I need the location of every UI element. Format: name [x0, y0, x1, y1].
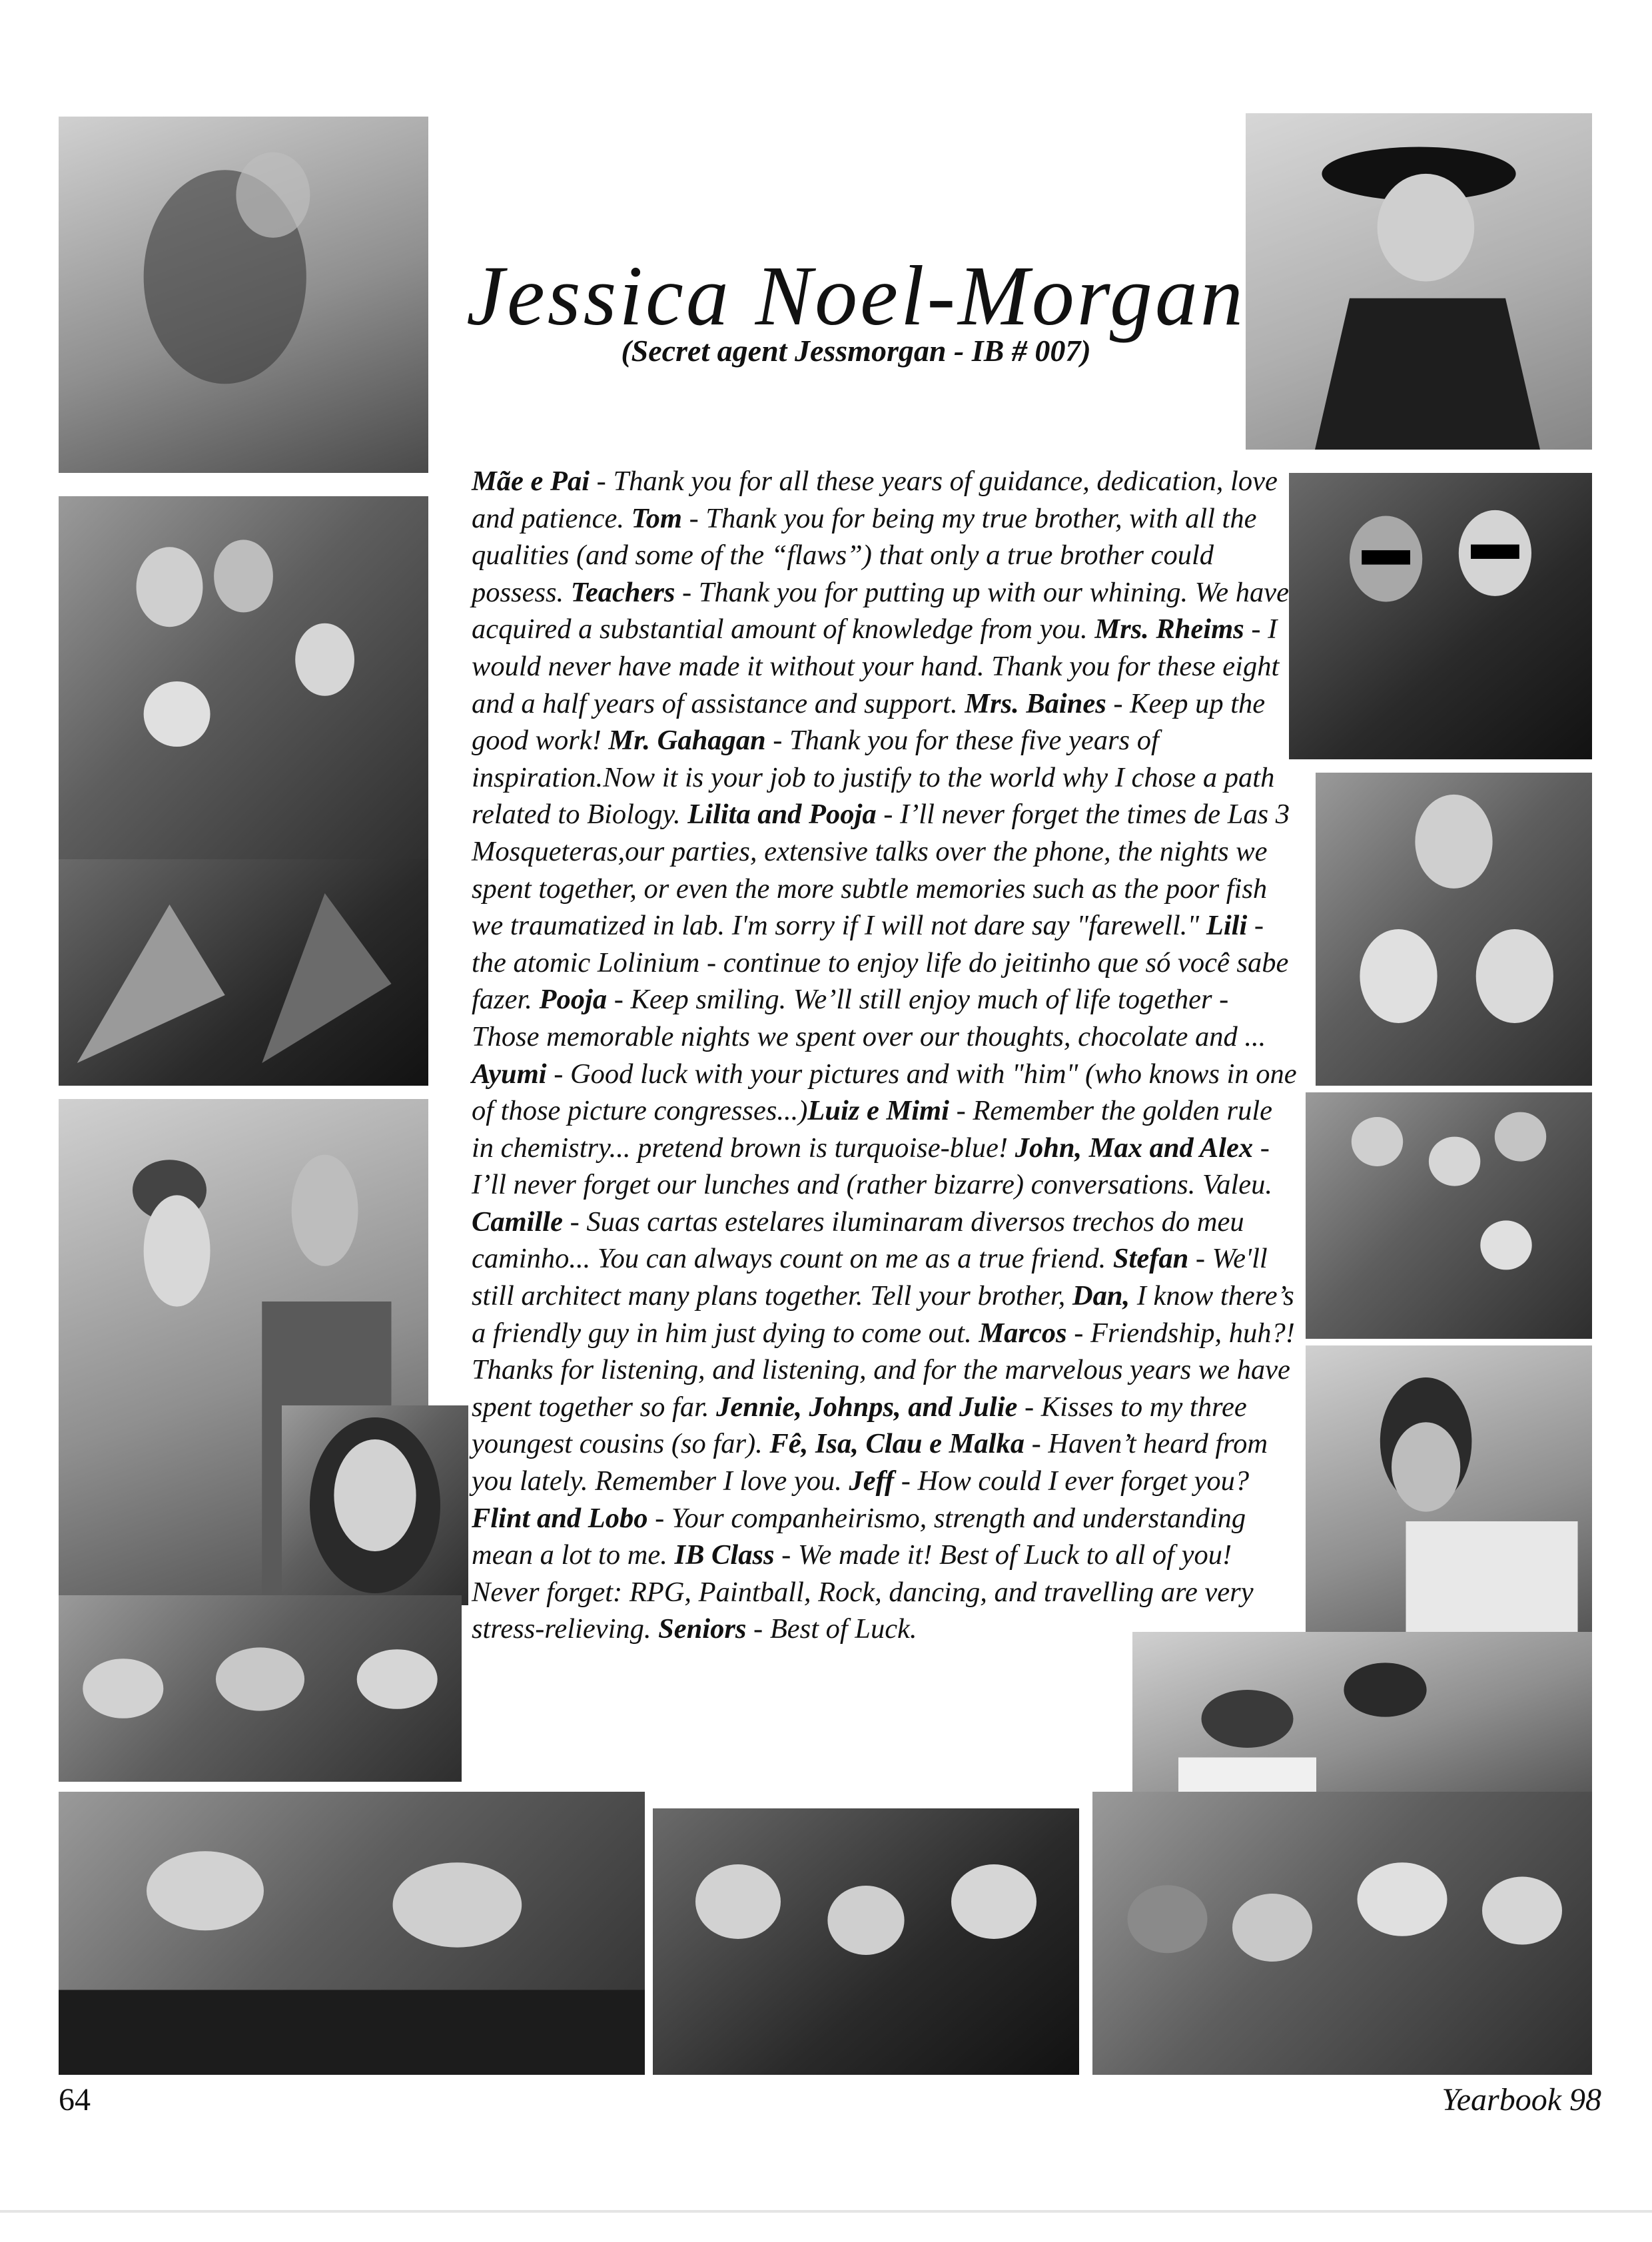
dedication-message: - We made it! Best of Luck to all of you! Never forget: RPG, Paintball, Rock, dancing, and travelling are very stress-relieving.	[472, 1539, 1254, 1645]
photo-group-indoors	[1306, 1092, 1592, 1339]
dedication-recipient: IB Class	[674, 1539, 775, 1571]
photo-scuba-diver	[59, 117, 428, 473]
dedication-recipient: Jennie, Johnps, and Julie	[716, 1391, 1018, 1423]
bottom-divider	[0, 2210, 1652, 2213]
photo-german-shepherds	[59, 859, 428, 1086]
dedication-recipient: Camille	[472, 1206, 563, 1238]
photo-portrait-smiling-girl	[282, 1405, 468, 1605]
dedication-message: - Thank you for all these years of guidance, dedication, love and patience.	[472, 466, 1278, 534]
dedication-recipient: Teachers	[570, 576, 675, 608]
dedication-recipient: Fê, Isa, Clau e Malka	[769, 1428, 1025, 1460]
dedication-message: - Haven’t heard from you lately. Remember I love you.	[472, 1428, 1268, 1497]
photo-two-friends-sunglasses	[1289, 473, 1592, 759]
dedication-recipient: Mrs. Rheims	[1094, 613, 1244, 645]
dedication-message: - Friendship, huh?! Thanks for listening, and listening, and for the marvelous years we have spent together so far.	[472, 1317, 1295, 1423]
dedication-message: - We'll still architect many plans together. Tell your brother,	[472, 1243, 1268, 1312]
dedication-recipient: Stefan	[1112, 1243, 1189, 1275]
dedication-recipient: Flint and Lobo	[472, 1502, 648, 1534]
student-name: Jessica Noel-Morgan	[466, 248, 1246, 343]
dedication-message: I know there’s a friendly guy in him just dying to come out.	[472, 1280, 1294, 1349]
dedication-message: - Best of Luck.	[746, 1613, 917, 1645]
student-nickname: (Secret agent Jessmorgan - IB # 007)	[621, 334, 1091, 368]
dedication-message: - I’ll never forget our lunches and (rather bizarre) conversations. Valeu.	[472, 1132, 1272, 1201]
dedication-message: - Remember the golden rule in chemistry... pretend brown is turquoise-blue!	[472, 1095, 1272, 1164]
dedication-message: - Keep up the good work!	[472, 687, 1266, 757]
dedication-recipient: Lili	[1206, 910, 1248, 942]
dedication-message: - Thank you for these five years of inspiration.Now it is your job to justify to the world why I chose a path related to Biology.	[472, 725, 1275, 831]
dedication-message: - Thank you for putting up with our whining. We have acquired a substantial amount of knowledge from you.	[472, 576, 1290, 645]
photo-family-outdoors	[59, 496, 428, 859]
photo-three-friends	[1316, 773, 1592, 1086]
dedication-recipient: Mrs. Baines	[965, 687, 1106, 719]
dedication-recipient: Jeff	[849, 1465, 895, 1497]
photo-young-man-checked-shirt	[1306, 1345, 1592, 1665]
dedication-message: - Thank you for being my true brother, with all the qualities (and some of the “flaws”) that only a true brother could possess.	[472, 502, 1257, 608]
dedication-recipient: Dan,	[1072, 1280, 1130, 1312]
dedication-recipient: Mãe e Pai	[472, 466, 590, 497]
page-number: 64	[59, 2082, 91, 2117]
dedication-recipient: Seniors	[658, 1613, 747, 1645]
dedication-message: - Good luck with your pictures and with "him" (who knows in one of those picture congresses...)	[472, 1058, 1297, 1127]
photo-two-women	[59, 1792, 645, 2075]
photo-three-boys	[59, 1595, 462, 1782]
photo-friends-and-teacher	[1092, 1792, 1592, 2075]
dedication-message: - Your companheirismo, strength and understanding mean a lot to me.	[472, 1502, 1246, 1571]
dedication-message: - Kisses to my three youngest cousins (so far).	[472, 1391, 1247, 1460]
dedication-recipient: Luiz e Mimi	[807, 1095, 949, 1127]
dedication-recipient: Marcos	[979, 1317, 1067, 1349]
dedication-recipient: Ayumi	[472, 1058, 547, 1090]
dedication-recipient: Mr. Gahagan	[608, 725, 766, 757]
photo-portrait-black-hat	[1246, 113, 1592, 450]
photo-three-girls	[653, 1808, 1079, 2075]
dedication-message: - Keep smiling. We’ll still enjoy much of life together - Those memorable nights we spent over our thoughts, chocolate and ...	[472, 984, 1266, 1052]
dedication-message: - How could I ever forget you?	[894, 1465, 1250, 1497]
dedication-message: - I’ll never forget the times de Las 3 Mosqueteras,our parties, extensive talks over the phone, the nights we spent together, or even the more subtle memories such as the poor fish we traumatized in lab. I'm sorry if I will not dare say "farewell."	[472, 799, 1290, 942]
dedication-recipient: Lilita and Pooja	[687, 799, 877, 831]
dedication-message: - Suas cartas estelares iluminaram diversos trechos do meu caminho... You can always count on me as a true friend.	[472, 1206, 1244, 1275]
publication-name: Yearbook 98	[1442, 2082, 1601, 2117]
dedication-recipient: Pooja	[539, 984, 608, 1016]
dedication-text	[472, 463, 1298, 1648]
dedication-recipient: John, Max and Alex	[1015, 1132, 1254, 1164]
dedication-message: - the atomic Lolinium - continue to enjoy life do jeitinho que só você sabe fazer.	[472, 910, 1289, 1016]
dedication-recipient: Tom	[631, 502, 682, 534]
dedication-message: - I would never have made it without your hand. Thank you for these eight and a half years of assistance and support.	[472, 613, 1280, 719]
